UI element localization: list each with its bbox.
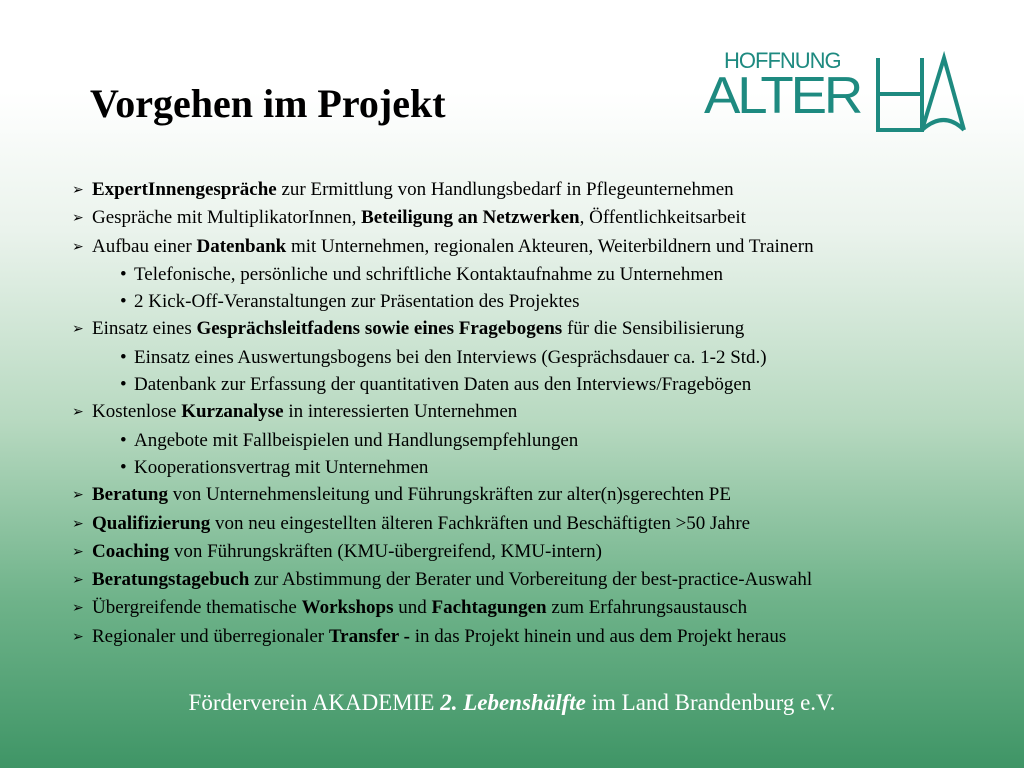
bold-term: Beratung: [92, 484, 168, 506]
footer-text-before: Förderverein AKADEMIE: [188, 690, 441, 715]
sub-bullet-item: [72, 371, 992, 398]
hoffnung-alter-logo: [704, 48, 966, 140]
footer-text-after: im Land Brandenburg e.V.: [591, 690, 836, 715]
main-bullet-item: [72, 315, 992, 343]
item-text: zur Ermittlung von Handlungsbedarf in Pflegeunternehmen: [276, 179, 734, 200]
item-text: Datenbank zur Erfassung der quantitativen Daten aus den Interviews/Fragebögen: [134, 374, 752, 396]
sub-bullet-item: [72, 261, 992, 288]
sub-bullet-item: [72, 454, 992, 481]
main-bullet-item: [72, 176, 992, 204]
arrow-bullet-icon: ➢: [72, 544, 84, 560]
bullet-icon: •: [120, 429, 127, 451]
bullet-icon: •: [120, 374, 127, 396]
main-bullet-item: [72, 204, 992, 232]
bullet-icon: •: [120, 456, 127, 478]
item-text: und: [393, 597, 432, 619]
item-text: Einsatz eines: [92, 318, 197, 340]
main-bullet-item: [72, 538, 992, 566]
item-text: mit Unternehmen, regionalen Akteuren, Weiterbildnern und Trainern: [286, 235, 814, 257]
arrow-bullet-icon: ➢: [72, 488, 84, 504]
arrow-bullet-icon: ➢: [72, 322, 84, 338]
arrow-bullet-icon: ➢: [72, 629, 84, 645]
bold-term: Beteiligung an Netzwerken: [361, 207, 580, 229]
item-text: , Öffentlichkeitsarbeit: [579, 207, 746, 229]
bold-term: Transfer -: [328, 625, 410, 647]
logo-text-top: HOFFNUNG: [724, 48, 841, 73]
item-text: für die Sensibilisierung: [562, 318, 745, 340]
bold-term: Beratungstagebuch: [92, 569, 250, 591]
item-text: Aufbau einer: [92, 235, 197, 257]
bold-term: Kurzanalyse: [181, 401, 284, 423]
item-text: von neu eingestellten älteren Fachkräften und Beschäftigten >50 Jahre: [210, 512, 751, 534]
footer-organization: [0, 688, 1024, 718]
item-text: Gespräche mit MultiplikatorInnen,: [92, 207, 362, 229]
main-bullet-item: [72, 398, 992, 426]
sub-bullet-item: [72, 344, 992, 371]
item-text: Telefonische, persönliche und schriftliche Kontaktaufnahme zu Unternehmen: [134, 263, 724, 285]
bold-term: Fachtagungen: [431, 597, 547, 619]
item-text: Kooperationsvertrag mit Unternehmen: [134, 456, 429, 478]
item-text: Regionaler und überregionaler: [92, 625, 329, 647]
bullet-icon: •: [120, 346, 127, 368]
arrow-bullet-icon: ➢: [72, 183, 84, 198]
main-bullet-item: [72, 566, 992, 594]
item-text: Einsatz eines Auswertungsbogens bei den Interviews (Gesprächsdauer ca. 1-2 Std.): [134, 346, 767, 368]
sub-bullet-item: [72, 427, 992, 454]
logo-mark-icon: [874, 50, 966, 136]
item-text: Übergreifende thematische: [92, 597, 302, 619]
bold-term: Coaching: [92, 540, 170, 562]
arrow-bullet-icon: ➢: [72, 239, 84, 255]
sub-bullet-item: [72, 288, 992, 315]
item-text: zur Abstimmung der Berater und Vorbereitung der best-practice-Auswahl: [249, 569, 813, 591]
item-text: 2 Kick-Off-Veranstaltungen zur Präsentation des Projektes: [134, 291, 580, 313]
item-text: von Führungskräften (KMU-übergreifend, KMU-intern): [169, 540, 602, 562]
arrow-bullet-icon: ➢: [72, 211, 84, 227]
bullet-icon: •: [120, 291, 127, 313]
main-bullet-item: [72, 233, 992, 261]
main-bullet-item: [72, 594, 992, 622]
item-text: Angebote mit Fallbeispielen und Handlungsempfehlungen: [134, 429, 579, 451]
item-text: zum Erfahrungsaustausch: [546, 597, 748, 619]
bold-term: Workshops: [301, 597, 394, 619]
item-text: in interessierten Unternehmen: [283, 401, 518, 423]
footer-emphasis: 2. Lebenshälfte: [440, 690, 586, 715]
bold-term: Gesprächsleitfadens sowie eines Fragebogens: [196, 318, 563, 340]
bold-term: ExpertInnengespräche: [92, 179, 277, 200]
main-bullet-item: [72, 510, 992, 538]
item-text: von Unternehmensleitung und Führungskräften zur alter(n)sgerechten PE: [168, 484, 731, 506]
arrow-bullet-icon: ➢: [72, 405, 84, 421]
bullet-icon: •: [120, 263, 127, 285]
logo-text-main: ALTER: [704, 67, 861, 125]
item-text: Kostenlose: [92, 401, 182, 423]
project-steps-list: [72, 176, 992, 651]
arrow-bullet-icon: ➢: [72, 573, 84, 589]
arrow-bullet-icon: ➢: [72, 516, 84, 532]
bold-term: Qualifizierung: [92, 512, 211, 534]
main-bullet-item: [72, 623, 992, 651]
item-text: in das Projekt hinein und aus dem Projekt heraus: [409, 625, 787, 647]
main-bullet-item: [72, 481, 992, 509]
arrow-bullet-icon: ➢: [72, 601, 84, 617]
slide-title: Vorgehen im Projekt: [90, 81, 446, 126]
bold-term: Datenbank: [196, 235, 287, 257]
